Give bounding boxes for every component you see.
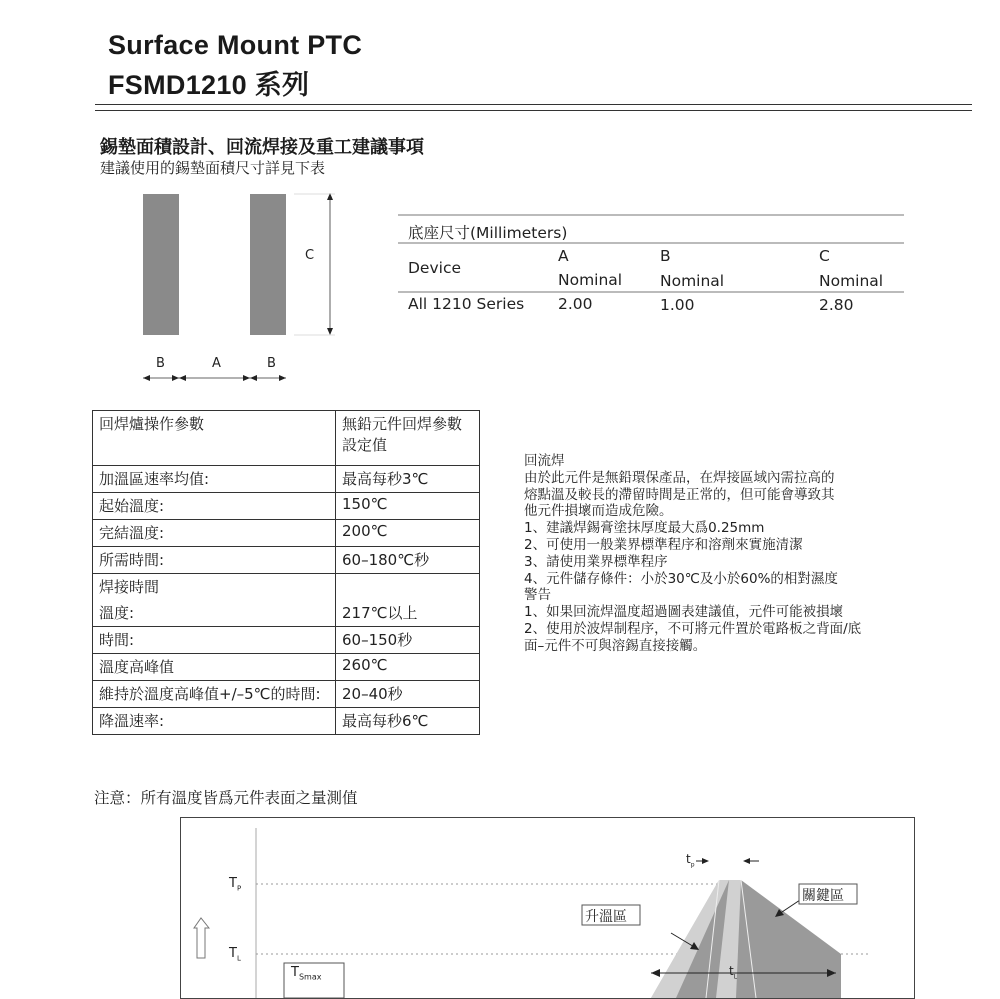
label-b-left: B [156,356,165,371]
row-value: 最高每秒6℃ [336,708,480,735]
tp-time-label: $t_p$ [686,852,695,869]
row-label: 焊接時間 [93,574,336,601]
row-label: 完結溫度: [93,520,336,547]
row-label: 加溫區速率均值: [93,466,336,493]
tp-label: $T_P$ [229,876,242,893]
pad-diagram [130,186,370,386]
note-line: 警告 [524,587,551,604]
label-a: A [212,356,221,371]
row-value: 217℃以上 [336,600,480,627]
row-label: 維持於溫度高峰值+/–5℃的時間: [93,681,336,708]
dimension-table [398,214,904,324]
row-value: 60–150秒 [336,627,480,654]
header-rule-top [95,104,972,105]
note-line: 面–元件不可與溶錫直接接觸。 [524,637,707,654]
row-value: 60–180℃秒 [336,547,480,574]
row-value: 200℃ [336,520,480,547]
table-row [93,654,480,681]
row-value: 20–40秒 [336,681,480,708]
table-row [93,520,480,547]
value-c: 2.80 [819,296,854,314]
label-b-right: B [267,356,276,371]
col-b-header: B [660,247,671,265]
doc-title-line1: Surface Mount PTC [108,30,363,60]
reflow-params-table [92,410,480,735]
critical-zone-label: 關鍵區 [802,888,844,904]
table-rule [398,242,904,244]
col-a-header: A [558,247,569,265]
table-rule [398,291,904,293]
table-row [93,493,480,520]
note-line: 2、可使用一般業界標準程序和溶劑來實施清潔 [524,536,803,553]
row-label: 所需時間: [93,547,336,574]
header-rule-bottom [95,110,972,111]
row-label: 起始溫度: [93,493,336,520]
label-c: C [305,248,315,263]
header-right: 無鉛元件回焊參數設定值 [336,411,480,466]
note-line: 他元件損壞而造成危險。 [524,503,673,520]
tl-time-label: $t_L$ [729,964,738,981]
table-row [93,600,480,627]
row-label: 溫度: [93,600,336,627]
row-value [336,574,480,601]
table-row [93,547,480,574]
row-label: 時間: [93,627,336,654]
row-value: 260℃ [336,654,480,681]
table-row [93,466,480,493]
table-rule [398,214,904,216]
value-a: 2.00 [558,295,593,313]
table-row [93,574,480,601]
device-header: Device [408,259,462,277]
dimension-arrows [130,186,370,386]
note-line: 回流焊 [524,453,565,469]
tsmax-label: $T_{Smax}$ [291,965,322,982]
row-label: 降溫速率: [93,708,336,735]
row-label: 溫度高峰值 [93,654,336,681]
measurement-note: 注意：所有溫度皆爲元件表面之量測值 [94,789,358,807]
reflow-notes [524,453,934,655]
col-b-nominal: Nominal [660,272,725,290]
col-a-nominal: Nominal [558,271,623,289]
note-line: 熔點溫及較長的滯留時間是正常的，但可能會導致其 [524,486,835,503]
table-row [93,681,480,708]
value-b: 1.00 [660,296,695,314]
col-c-header: C [819,247,830,265]
note-line: 1、建議焊錫膏塗抹厚度最大爲0.25mm [524,520,765,537]
tl-label: $T_L$ [229,946,241,963]
note-line: 3、請使用業界標準程序 [524,553,668,570]
reflow-profile-graph [180,817,915,999]
dimension-caption: 底座尺寸(Millimeters) [408,224,568,242]
table-header-row [93,411,480,466]
col-c-nominal: Nominal [819,272,884,290]
note-line: 1、如果回流焊溫度超過圖表建議值，元件可能被損壞 [524,604,844,621]
row-value: 最高每秒3℃ [336,466,480,493]
note-line: 2、使用於波焊制程序，不可將元件置於電路板之背面/底 [524,620,862,637]
row-value: 150℃ [336,493,480,520]
section-title: 錫墊面積設計、回流焊接及重工建議事項 [100,137,424,158]
header-left: 回焊爐操作參數 [93,411,336,466]
ramp-up-zone-label: 升溫區 [585,909,627,925]
table-row [93,627,480,654]
note-line: 由於此元件是無鉛環保產品，在焊接區域內需拉高的 [524,469,835,486]
note-line: 4、元件儲存條件：小於30℃及小於60%的相對濕度 [524,570,838,587]
doc-title-line2: FSMD1210 系列 [108,70,310,100]
table-row [93,708,480,735]
section-subtitle: 建議使用的錫墊面積尺寸詳見下表 [100,159,326,177]
row-series: All 1210 Series [408,295,525,313]
